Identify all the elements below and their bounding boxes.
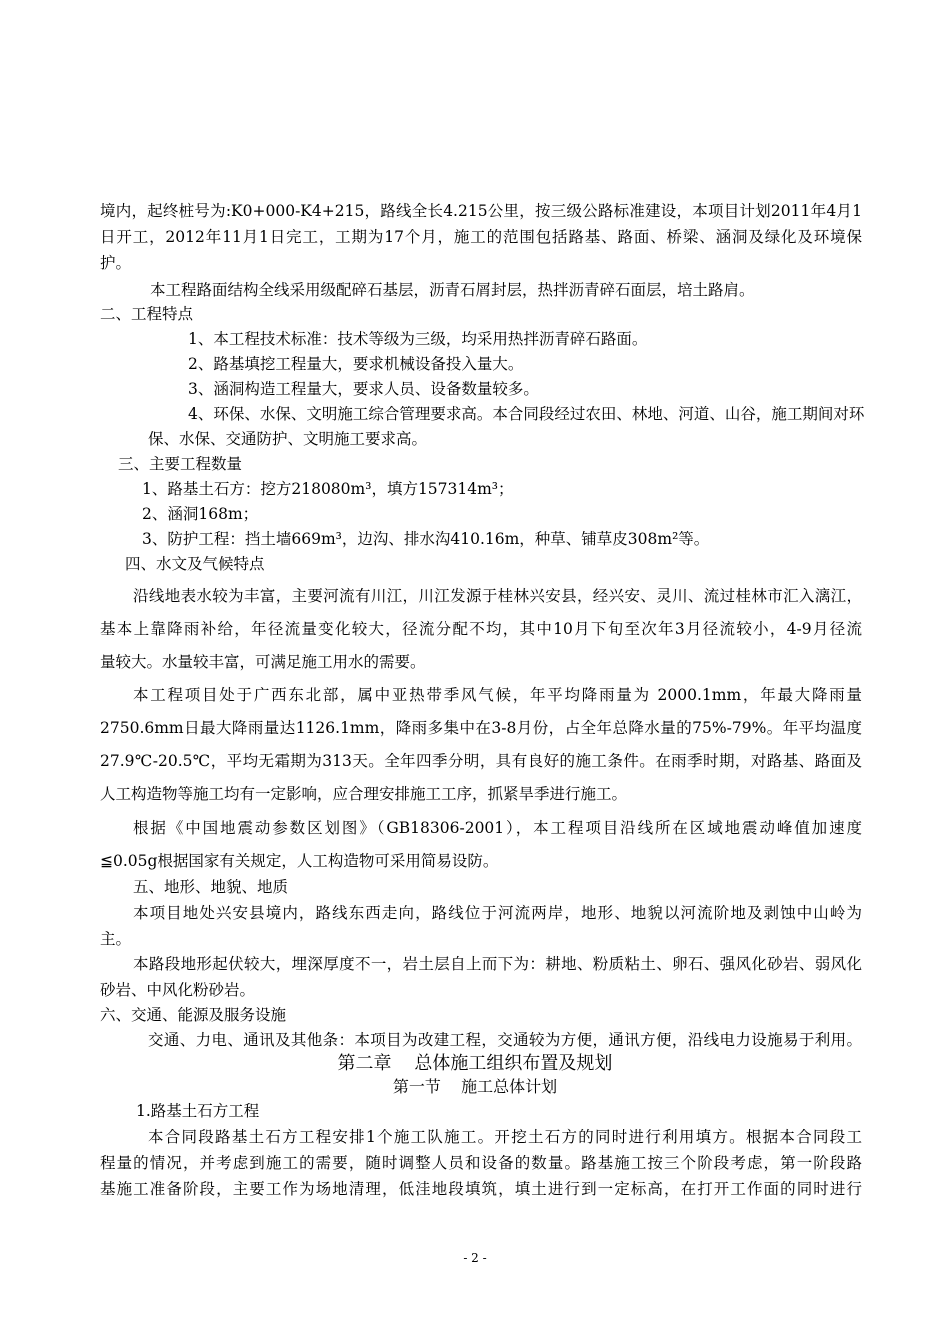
list-item: 3、防护工程：挡土墙669m³，边沟、排水沟410.16m，种草、铺草皮308m²等。 <box>142 530 710 548</box>
list-item: 2、涵洞168m； <box>142 505 259 523</box>
list-item: 1、路基土石方：挖方218080m³，填方157314m³； <box>142 480 514 498</box>
list-item: 保、水保、交通防护、文明施工要求高。 <box>148 430 428 448</box>
list-item: 2、路基填挖工程量大，要求机械设备投入量大。 <box>188 355 524 373</box>
body-line: ≦0.05g根据国家有关规定，人工构造物可采用简易设防。 <box>100 852 499 870</box>
section-heading: 三、主要工程数量 <box>118 455 243 473</box>
body-line: 基本上靠降雨补给，年径流量变化较大，径流分配不均，其中10月下旬至次年3月径流较小，4-9月径流 <box>100 620 862 638</box>
page-number: - 2 - <box>463 1251 487 1265</box>
body-line: 程量的情况，并考虑到施工的需要，随时调整人员和设备的数量。路基施工按三个阶段考虑，第一阶段路 <box>100 1154 862 1172</box>
section-heading: 五、地形、地貌、地质 <box>133 878 289 896</box>
body-line: 27.9℃-20.5℃，平均无霜期为313天。全年四季分明，具有良好的施工条件。在雨季时期，对路基、路面及 <box>100 752 862 770</box>
section-heading: 六、交通、能源及服务设施 <box>100 1006 287 1024</box>
body-line: 主。 <box>100 930 132 948</box>
body-line: 根据《中国地震动参数区划图》（GB18306-2001），本工程项目沿线所在区域地震动峰值加速度 <box>133 819 862 837</box>
body-line: 基施工准备阶段，主要工作为场地清理，低洼地段填筑，填土进行到一定标高，在打开工作面的同时进行 <box>100 1180 862 1198</box>
list-item: 3、涵洞构造工程量大，要求人员、设备数量较多。 <box>188 380 539 398</box>
body-line: 2750.6mm日最大降雨量达1126.1mm，降雨多集中在3-8月份，占全年总降水量的75%-79%。年平均温度 <box>100 719 862 737</box>
list-item: 1、本工程技术标准：技术等级为三级，均采用热拌沥青碎石路面。 <box>188 330 648 348</box>
body-line: 本项目地处兴安县境内，路线东西走向，路线位于河流两岸，地形、地貌以河流阶地及剥蚀中山岭为 <box>133 904 862 922</box>
list-item: 4、环保、水保、文明施工综合管理要求高。本合同段经过农田、林地、河道、山谷，施工期间对环 <box>188 405 865 423</box>
subsection-heading: 1.路基土石方工程 <box>136 1102 260 1120</box>
body-line: 本工程项目处于广西东北部，属中亚热带季风气候，年平均降雨量为 2000.1mm，年最大降雨量 <box>133 686 862 704</box>
body-line: 砂岩、中风化粉砂岩。 <box>100 981 256 999</box>
body-line: 本合同段路基土石方工程安排1个施工队施工。开挖土石方的同时进行利用填方。根据本合同段工 <box>148 1128 862 1146</box>
body-line: 日开工，2012年11月1日完工，工期为17个月，施工的范围包括路基、路面、桥梁、涵洞及绿化及环境保 <box>100 228 862 246</box>
chapter-title: 第二章 总体施工组织布置及规划 <box>337 1053 613 1074</box>
body-line: 交通、力电、通讯及其他条：本项目为改建工程，交通较为方便，通讯方便，沿线电力设施易于利用。 <box>148 1031 862 1049</box>
section-heading: 四、水文及气候特点 <box>125 555 265 573</box>
body-line: 沿线地表水较为丰富，主要河流有川江，川江发源于桂林兴安县，经兴安、灵川、流过桂林市汇入漓江， <box>133 587 862 605</box>
body-line: 本工程路面结构全线采用级配碎石基层，沥青石屑封层，热拌沥青碎石面层，培土路肩。 <box>150 281 755 299</box>
body-line: 境内，起终桩号为:K0+000-K4+215，路线全长4.215公里，按三级公路标准建设，本项目计划2011年4月1 <box>100 202 862 220</box>
body-line: 量较大。水量较丰富，可满足施工用水的需要。 <box>100 653 426 671</box>
section-title: 第一节 施工总体计划 <box>392 1077 558 1096</box>
body-line: 本路段地形起伏较大，埋深厚度不一，岩土层自上而下为：耕地、粉质粘土、卵石、强风化砂岩、弱风化 <box>133 955 862 973</box>
body-line: 人工构造物等施工均有一定影响，应合理安排施工工序，抓紧旱季进行施工。 <box>100 785 628 803</box>
body-line: 护。 <box>100 254 132 272</box>
section-heading: 二、工程特点 <box>100 305 194 323</box>
